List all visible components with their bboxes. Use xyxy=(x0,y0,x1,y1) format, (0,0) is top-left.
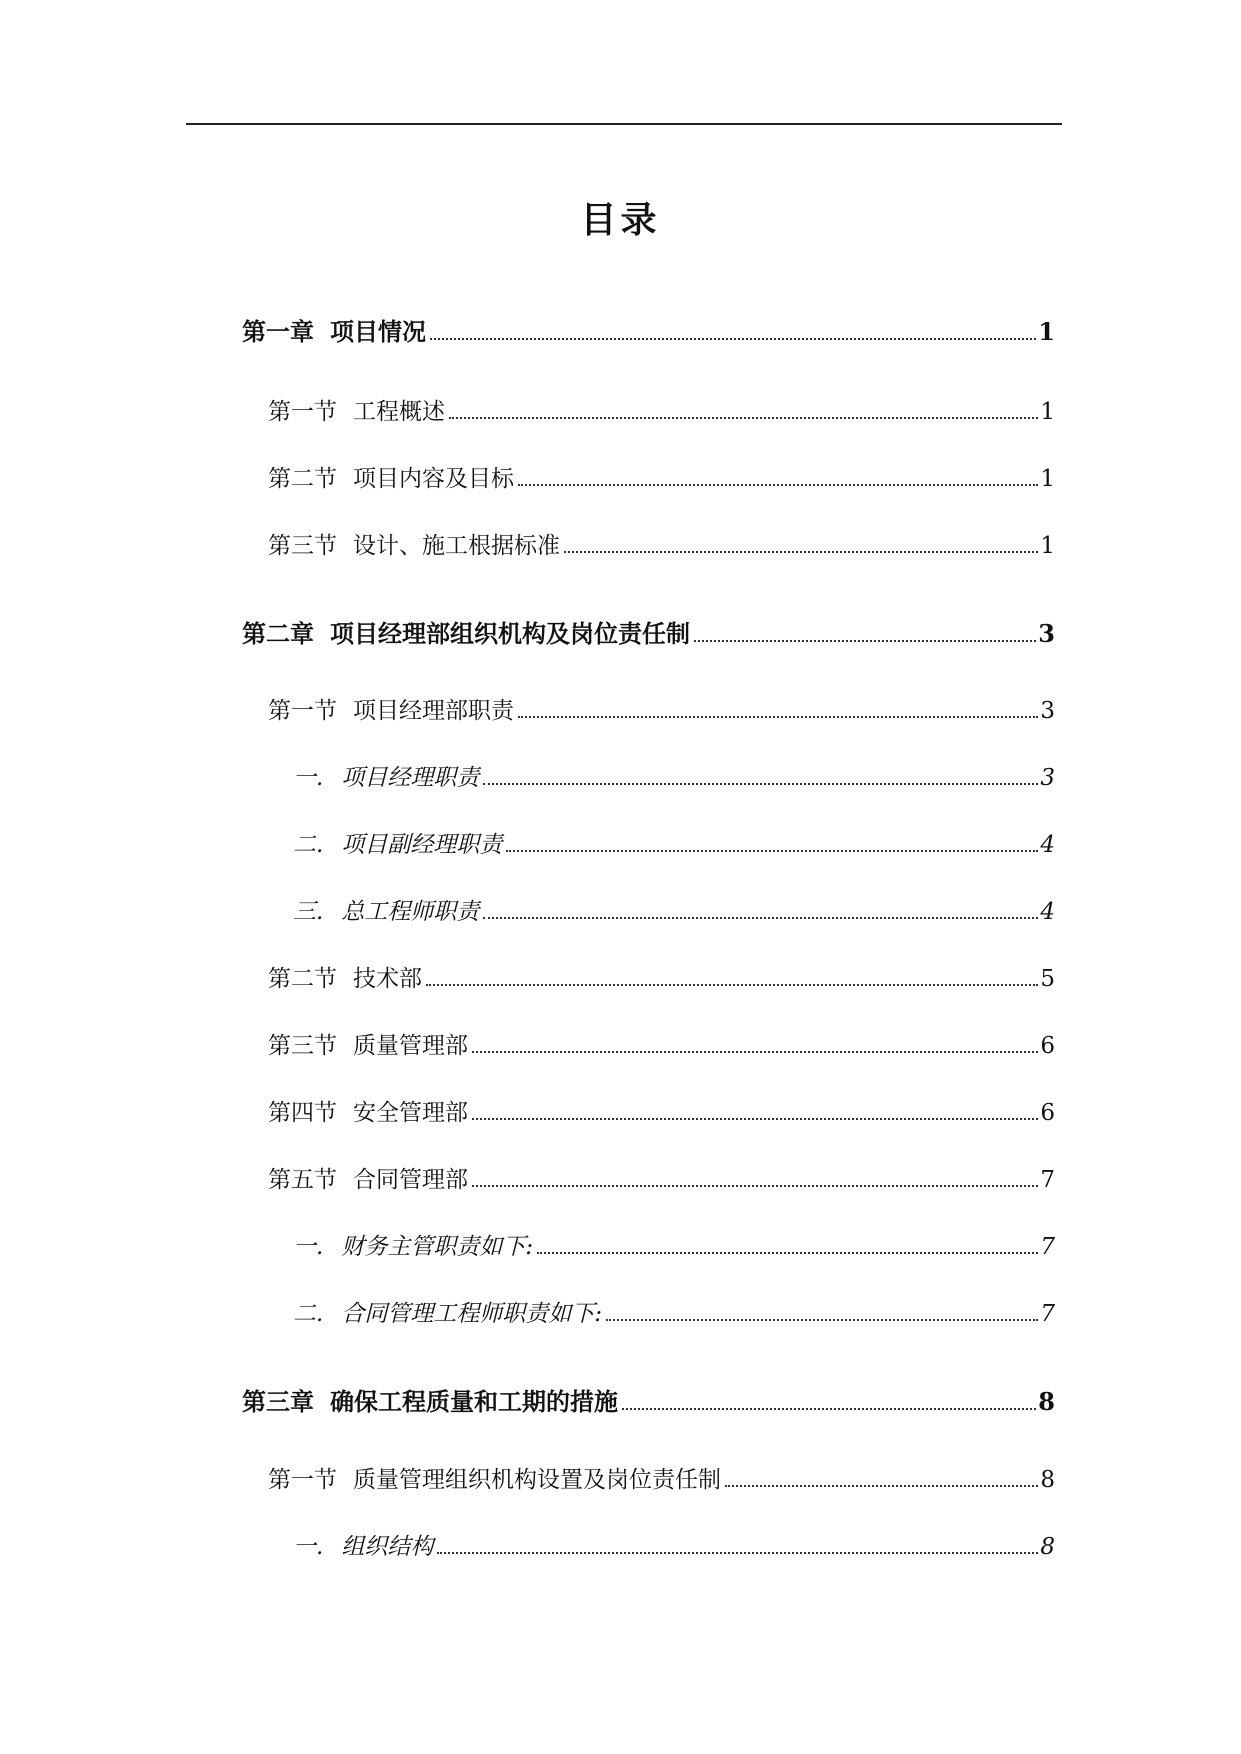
toc-entry[interactable] xyxy=(268,960,1055,993)
toc-entry-label xyxy=(242,614,690,649)
toc-entry-label xyxy=(268,960,422,993)
toc-entry[interactable] xyxy=(242,614,1055,649)
toc-entry[interactable] xyxy=(242,1382,1055,1417)
toc-entry-number: 第三章 xyxy=(242,1387,314,1416)
toc-dot-leader xyxy=(472,1118,1038,1120)
toc-page-number: 5 xyxy=(1040,966,1055,992)
toc-dot-leader xyxy=(483,917,1038,919)
toc-entry-label xyxy=(268,1094,468,1127)
toc-entry[interactable] xyxy=(268,1027,1055,1060)
toc-page-number: 1 xyxy=(1040,466,1055,492)
toc-dot-leader xyxy=(518,484,1038,486)
toc-dot-leader xyxy=(483,783,1038,785)
toc-entry-number: 第一节 xyxy=(268,1467,337,1493)
toc-page-number: 4 xyxy=(1040,832,1055,858)
toc-entry[interactable] xyxy=(242,312,1055,347)
toc-dot-leader xyxy=(564,551,1038,553)
toc-entry-text: 合同管理工程师职责如下: xyxy=(341,1301,603,1327)
toc-dot-leader xyxy=(426,984,1038,986)
toc-page-number: 3 xyxy=(1038,619,1055,648)
toc-entry-text: 总工程师职责 xyxy=(341,899,480,925)
toc-entry[interactable] xyxy=(268,393,1055,426)
toc-page-number: 8 xyxy=(1038,1387,1055,1416)
toc-entry-number: 第二章 xyxy=(242,619,314,648)
toc-entry-label xyxy=(242,1382,618,1417)
toc-page-number: 1 xyxy=(1040,399,1055,425)
toc-page-number: 3 xyxy=(1040,765,1055,791)
toc-entry-number: 一. xyxy=(293,765,324,791)
toc-entry-label xyxy=(268,1461,721,1494)
toc-entry-text: 项目经理职责 xyxy=(341,765,480,791)
toc-entry-label xyxy=(293,759,479,792)
toc-entry-number: 一. xyxy=(293,1234,324,1260)
toc-page-number: 7 xyxy=(1040,1234,1055,1260)
toc-entry-number: 第一节 xyxy=(268,399,337,425)
toc-entry-text: 质量管理部 xyxy=(353,1033,468,1059)
toc-entry-number: 第四节 xyxy=(268,1100,337,1126)
toc-entry-number: 三. xyxy=(293,899,324,925)
toc-page-number: 3 xyxy=(1040,698,1055,724)
toc-page-number: 1 xyxy=(1040,533,1055,559)
toc-entry-number: 二. xyxy=(293,832,324,858)
toc-entry-text: 设计、施工根据标准 xyxy=(353,533,560,559)
toc-dot-leader xyxy=(472,1051,1038,1053)
toc-entry-text: 确保工程质量和工期的措施 xyxy=(330,1387,618,1416)
toc-dot-leader xyxy=(518,716,1038,718)
toc-page-number: 1 xyxy=(1038,317,1055,346)
toc-entry[interactable] xyxy=(293,759,1055,792)
toc-dot-leader xyxy=(506,850,1038,852)
toc-entry-text: 工程概述 xyxy=(353,399,445,425)
toc-entry[interactable] xyxy=(268,460,1055,493)
toc-entry-number: 第二节 xyxy=(268,966,337,992)
toc-entry-text: 合同管理部 xyxy=(353,1167,468,1193)
toc-entry-label xyxy=(268,692,514,725)
toc-entry[interactable] xyxy=(293,893,1055,926)
toc-page-number: 6 xyxy=(1040,1033,1055,1059)
toc-entry-label xyxy=(293,1228,533,1261)
toc-entry[interactable] xyxy=(268,1461,1055,1494)
toc-dot-leader xyxy=(449,417,1038,419)
toc-entry-label xyxy=(242,312,426,347)
toc-entry-number: 第三节 xyxy=(268,1033,337,1059)
toc-page-number: 7 xyxy=(1040,1301,1055,1327)
header-rule xyxy=(186,123,1062,125)
toc-page-number: 8 xyxy=(1040,1534,1055,1560)
toc-entry-text: 技术部 xyxy=(353,966,422,992)
toc-entry-label xyxy=(268,527,560,560)
toc-dot-leader xyxy=(725,1485,1038,1487)
toc-entry[interactable] xyxy=(293,1228,1055,1261)
toc-entry[interactable] xyxy=(268,527,1055,560)
toc-dot-leader xyxy=(437,1552,1038,1554)
toc-entry-number: 第一节 xyxy=(268,698,337,724)
toc-entry-text: 项目经理部职责 xyxy=(353,698,514,724)
toc-entry-label xyxy=(293,1295,602,1328)
toc-entry-text: 项目情况 xyxy=(330,317,426,346)
toc-entry-text: 财务主管职责如下: xyxy=(341,1234,534,1260)
toc-entry-number: 第五节 xyxy=(268,1167,337,1193)
toc-entry[interactable] xyxy=(293,1528,1055,1561)
toc-entry-label xyxy=(293,1528,433,1561)
toc-entry-number: 第二节 xyxy=(268,466,337,492)
toc-entry-text: 组织结构 xyxy=(341,1534,434,1560)
toc-page-number: 6 xyxy=(1040,1100,1055,1126)
toc-entry[interactable] xyxy=(268,1161,1055,1194)
toc-entry[interactable] xyxy=(268,1094,1055,1127)
toc-entry-number: 二. xyxy=(293,1301,324,1327)
toc-dot-leader xyxy=(622,1408,1036,1410)
toc-entry-text: 项目副经理职责 xyxy=(341,832,503,858)
toc-entry-text: 项目经理部组织机构及岗位责任制 xyxy=(330,619,690,648)
toc-entry-text: 项目内容及目标 xyxy=(353,466,514,492)
toc-dot-leader xyxy=(430,338,1036,340)
toc-entry[interactable] xyxy=(293,826,1055,859)
toc-entry-label xyxy=(268,1027,468,1060)
toc-page-number: 4 xyxy=(1040,899,1055,925)
toc-entry-label xyxy=(268,1161,468,1194)
toc-page-number: 8 xyxy=(1040,1467,1055,1493)
toc-dot-leader xyxy=(606,1319,1038,1321)
toc-dot-leader xyxy=(537,1252,1038,1254)
toc-entry-label xyxy=(268,393,445,426)
toc-entry-text: 安全管理部 xyxy=(353,1100,468,1126)
toc-entry-number: 第三节 xyxy=(268,533,337,559)
toc-entry[interactable] xyxy=(293,1295,1055,1328)
toc-dot-leader xyxy=(694,640,1036,642)
toc-entry-number: 一. xyxy=(293,1534,324,1560)
toc-page-number: 7 xyxy=(1040,1167,1055,1193)
toc-entry-label xyxy=(293,826,502,859)
toc-entry-label xyxy=(293,893,479,926)
toc-entry-label xyxy=(268,460,514,493)
toc-entry-text: 质量管理组织机构设置及岗位责任制 xyxy=(353,1467,721,1493)
toc-entry[interactable] xyxy=(268,692,1055,725)
page-title: 目录 xyxy=(580,199,661,241)
toc-entry-number: 第一章 xyxy=(242,317,314,346)
toc-dot-leader xyxy=(472,1185,1038,1187)
